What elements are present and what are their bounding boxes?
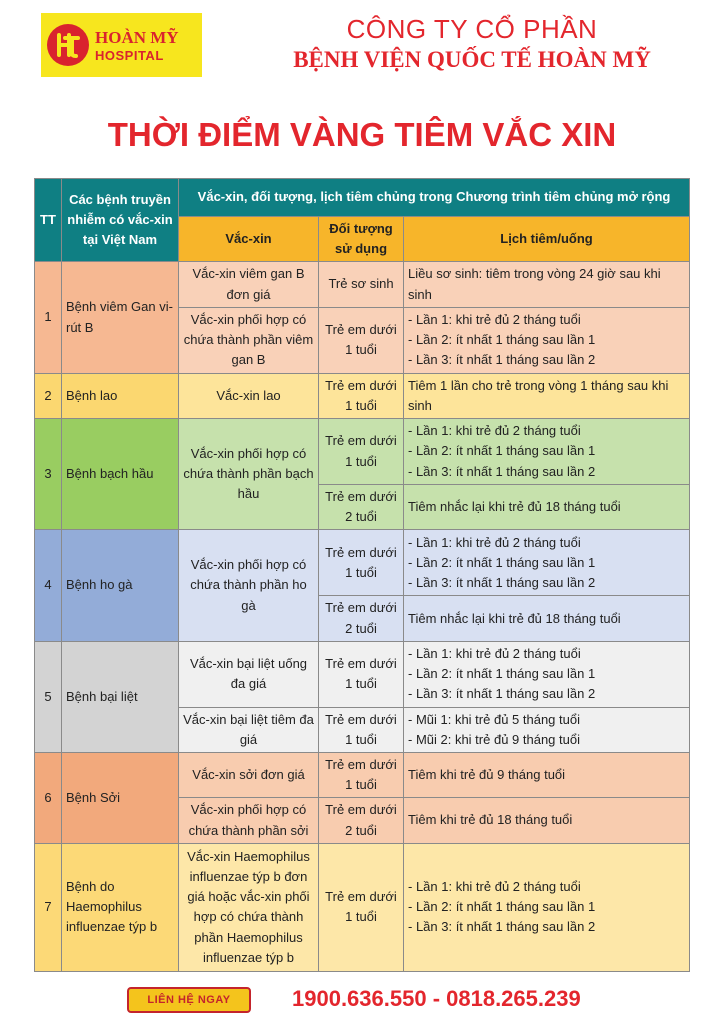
- row-number: 1: [35, 262, 62, 373]
- vaccine-name: Vắc-xin Haemophilus influenzae týp b đơn giá hoặc vắc-xin phối hợp có chứa thành phần Haemophilus influenzae týp b: [179, 843, 319, 971]
- vaccine-name: Vắc-xin sởi đơn giá: [179, 753, 319, 798]
- schedule-line: - Lần 3: ít nhất 1 tháng sau lần 2: [408, 463, 596, 479]
- schedule-line: Tiêm nhắc lại khi trẻ đủ 18 tháng tuổi: [408, 610, 621, 626]
- target-group: Trẻ em dưới 1 tuổi: [319, 419, 404, 485]
- company-line2: BỆNH VIỆN QUỐC TẾ HOÀN MỸ: [293, 47, 651, 72]
- schedule-cell: [404, 843, 690, 971]
- row-number: 3: [35, 419, 62, 530]
- table-row: [35, 530, 690, 596]
- disease-name: Bệnh Sởi: [62, 753, 179, 844]
- target-group: Trẻ em dưới 1 tuổi: [319, 843, 404, 971]
- disease-name: Bệnh ho gà: [62, 530, 179, 641]
- table-row: [35, 419, 690, 485]
- schedule-cell: [404, 485, 690, 530]
- header-tt: TT: [35, 179, 62, 262]
- table-row: [35, 843, 690, 971]
- schedule-line: - Lần 1: khi trẻ đủ 2 tháng tuổi: [408, 423, 581, 439]
- header-program: Vắc-xin, đối tượng, lịch tiêm chủng trong Chương trình tiêm chủng mở rộng: [179, 179, 690, 217]
- schedule-cell: [404, 707, 690, 752]
- schedule-line: Tiêm khi trẻ đủ 18 tháng tuổi: [408, 812, 573, 828]
- schedule-cell: [404, 641, 690, 707]
- target-group: Trẻ em dưới 2 tuổi: [319, 485, 404, 530]
- schedule-line: - Lần 2: ít nhất 1 tháng sau lần 1: [408, 899, 596, 915]
- vaccine-name: Vắc-xin lao: [179, 373, 319, 418]
- vaccine-name: Vắc-xin phối hợp có chứa thành phần ho gà: [179, 530, 319, 641]
- schedule-line: Tiêm 1 lần cho trẻ trong vòng 1 tháng sau khi sinh: [408, 377, 669, 413]
- schedule-line: - Lần 2: ít nhất 1 tháng sau lần 1: [408, 332, 596, 348]
- schedule-cell: [404, 596, 690, 641]
- row-number: 5: [35, 641, 62, 752]
- disease-name: Bệnh do Haemophilus influenzae týp b: [62, 843, 179, 971]
- disease-name: Bệnh bạch hầu: [62, 419, 179, 530]
- schedule-line: Liều sơ sinh: tiêm trong vòng 24 giờ sau khi sinh: [408, 266, 661, 302]
- header-target: Đối tượng sử dụng: [319, 217, 404, 262]
- schedule-cell: [404, 753, 690, 798]
- row-number: 7: [35, 843, 62, 971]
- header-schedule: Lịch tiêm/uống: [404, 217, 690, 262]
- schedule-cell: [404, 419, 690, 485]
- header-vaccine: Vắc-xin: [179, 217, 319, 262]
- target-group: Trẻ em dưới 1 tuổi: [319, 641, 404, 707]
- schedule-cell: [404, 373, 690, 418]
- logo-emblem-icon: [47, 24, 89, 66]
- table-row: [35, 262, 690, 307]
- schedule-line: - Lần 2: ít nhất 1 tháng sau lần 1: [408, 666, 596, 682]
- vaccine-name: Vắc-xin bại liệt uống đa giá: [179, 641, 319, 707]
- company-name: [220, 14, 724, 73]
- vaccine-name: Vắc-xin viêm gan B đơn giá: [179, 262, 319, 307]
- schedule-cell: [404, 262, 690, 307]
- vaccine-name: Vắc-xin phối hợp có chứa thành phần bạch hầu: [179, 419, 319, 530]
- target-group: Trẻ sơ sinh: [319, 262, 404, 307]
- table-row: [35, 373, 690, 418]
- table-row: [35, 753, 690, 798]
- schedule-line: - Mũi 1: khi trẻ đủ 5 tháng tuổi: [408, 711, 580, 727]
- target-group: Trẻ em dưới 1 tuổi: [319, 530, 404, 596]
- hospital-logo: [41, 13, 202, 77]
- target-group: Trẻ em dưới 2 tuổi: [319, 798, 404, 843]
- schedule-line: - Lần 3: ít nhất 1 tháng sau lần 2: [408, 686, 596, 702]
- target-group: Trẻ em dưới 1 tuổi: [319, 307, 404, 373]
- schedule-line: Tiêm khi trẻ đủ 9 tháng tuổi: [408, 767, 566, 783]
- company-line1: CÔNG TY CỔ PHẦN: [346, 14, 598, 44]
- row-number: 2: [35, 373, 62, 418]
- schedule-cell: [404, 530, 690, 596]
- schedule-line: - Lần 3: ít nhất 1 tháng sau lần 2: [408, 574, 596, 590]
- target-group: Trẻ em dưới 1 tuổi: [319, 373, 404, 418]
- schedule-line: - Mũi 2: khi trẻ đủ 9 tháng tuổi: [408, 731, 580, 747]
- disease-name: Bệnh lao: [62, 373, 179, 418]
- table-row: [35, 641, 690, 707]
- disease-name: Bệnh bại liệt: [62, 641, 179, 752]
- vaccination-schedule-table: [34, 178, 690, 972]
- schedule-cell: [404, 307, 690, 373]
- logo-sub: HOSPITAL: [95, 47, 164, 63]
- schedule-line: - Lần 3: ít nhất 1 tháng sau lần 2: [408, 352, 596, 368]
- disease-name: Bệnh viêm Gan vi-rút B: [62, 262, 179, 373]
- schedule-cell: [404, 798, 690, 843]
- target-group: Trẻ em dưới 1 tuổi: [319, 753, 404, 798]
- logo-name: HOÀN MỸ: [95, 27, 179, 47]
- row-number: 4: [35, 530, 62, 641]
- schedule-line: - Lần 1: khi trẻ đủ 2 tháng tuổi: [408, 534, 581, 550]
- hotline-numbers: 1900.636.550 - 0818.265.239: [292, 986, 581, 1011]
- schedule-line: - Lần 1: khi trẻ đủ 2 tháng tuổi: [408, 879, 581, 895]
- schedule-line: - Lần 1: khi trẻ đủ 2 tháng tuổi: [408, 646, 581, 662]
- contact-now-button[interactable]: LIÊN HỆ NGAY: [127, 987, 251, 1013]
- schedule-line: - Lần 3: ít nhất 1 tháng sau lần 2: [408, 919, 596, 935]
- schedule-line: - Lần 2: ít nhất 1 tháng sau lần 1: [408, 443, 596, 459]
- header-disease: Các bệnh truyền nhiễm có vắc-xin tại Việt Nam: [62, 179, 179, 262]
- schedule-line: Tiêm nhắc lại khi trẻ đủ 18 tháng tuổi: [408, 499, 621, 515]
- schedule-line: - Lần 2: ít nhất 1 tháng sau lần 1: [408, 554, 596, 570]
- vaccine-name: Vắc-xin phối hợp có chứa thành phần viêm gan B: [179, 307, 319, 373]
- schedule-line: - Lần 1: khi trẻ đủ 2 tháng tuổi: [408, 311, 581, 327]
- page-title: THỜI ĐIỂM VÀNG TIÊM VẮC XIN: [107, 116, 617, 153]
- target-group: Trẻ em dưới 1 tuổi: [319, 707, 404, 752]
- table-header-row: [35, 179, 690, 217]
- row-number: 6: [35, 753, 62, 844]
- vaccine-name: Vắc-xin bại liệt tiêm đa giá: [179, 707, 319, 752]
- target-group: Trẻ em dưới 2 tuổi: [319, 596, 404, 641]
- vaccine-name: Vắc-xin phối hợp có chứa thành phần sởi: [179, 798, 319, 843]
